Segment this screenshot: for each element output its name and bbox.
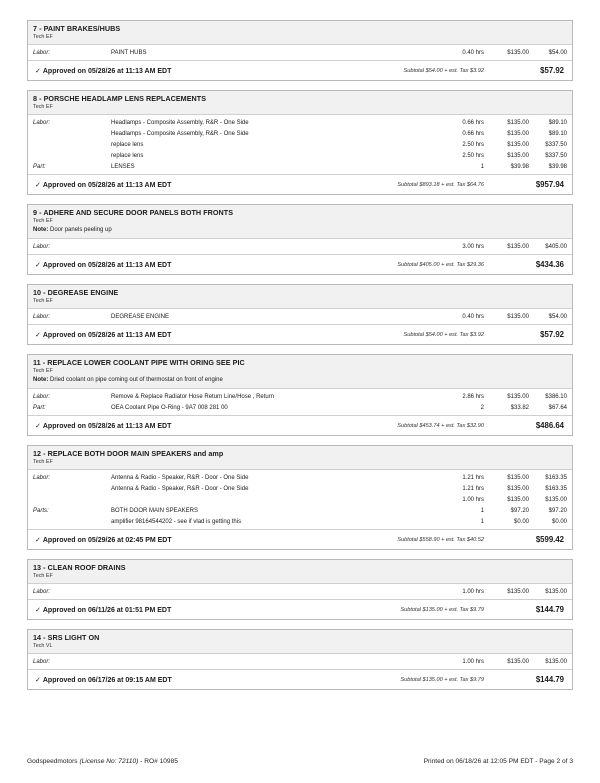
job-title: 14 - SRS LIGHT ON <box>33 633 100 642</box>
line-description: DEGREASE ENGINE <box>111 313 170 320</box>
check-icon: ✓ <box>35 67 41 75</box>
line-item-row <box>33 150 567 161</box>
line-item-row <box>33 494 567 505</box>
approval-status <box>35 67 171 75</box>
line-quantity: 0.40 hrs <box>462 49 484 56</box>
line-description: BOTH DOOR MAIN SPEAKERS <box>111 507 199 514</box>
approval-status <box>35 606 171 614</box>
line-amount: $337.50 <box>545 141 567 148</box>
job-total: $486.64 <box>535 421 564 430</box>
line-item-row <box>33 402 567 413</box>
approval-text: Approved on 05/28/26 at 11:13 AM EDT <box>42 67 172 75</box>
approval-text: Approved on 05/29/26 at 02:45 PM EDT <box>42 536 172 544</box>
job-header <box>28 560 572 584</box>
approval-text: Approved on 05/28/26 at 11:13 AM EDT <box>42 181 172 189</box>
job-line-items <box>28 584 572 600</box>
line-rate: $135.00 <box>507 49 529 56</box>
approval-status <box>35 422 171 430</box>
job-line-items <box>28 389 572 416</box>
line-item-row <box>33 472 567 483</box>
job-subtotal: Subtotal $558.90 + est. Tax $40.52 <box>397 536 484 543</box>
line-rate: $39.98 <box>510 163 529 170</box>
job-header <box>28 285 572 309</box>
line-item-row <box>33 139 567 150</box>
ro-number: - RO# 10985 <box>140 758 178 765</box>
line-item-row <box>33 516 567 527</box>
approval-row <box>28 61 572 80</box>
check-icon: ✓ <box>35 422 41 430</box>
line-amount: $97.20 <box>548 507 567 514</box>
job-tech: Tech EF <box>33 459 53 465</box>
job-line-items <box>28 45 572 61</box>
job-card <box>27 559 573 620</box>
job-title: 7 - PAINT BRAKES/HUBS <box>33 24 121 33</box>
line-item-row <box>33 483 567 494</box>
job-note-label: Note: <box>33 227 49 233</box>
printed-info: Printed on 06/18/26 at 12:05 PM EDT - Page 2 of 3 <box>423 758 573 765</box>
line-description: Headlamps - Composite Assembly, R&R - One Side <box>111 119 249 126</box>
job-tech: Tech EF <box>33 298 53 304</box>
approval-row <box>28 175 572 194</box>
job-note <box>33 226 567 235</box>
approval-status <box>35 676 172 684</box>
line-item-row <box>33 656 567 667</box>
job-total: $957.94 <box>535 180 564 189</box>
line-quantity: 2 <box>480 404 484 411</box>
job-subtotal: Subtotal $135.00 + est. Tax $9.79 <box>400 606 484 613</box>
approval-text: Approved on 05/28/26 at 11:13 AM EDT <box>42 331 172 339</box>
job-note-label: Note: <box>33 377 49 383</box>
line-item-row <box>33 391 567 402</box>
job-card <box>27 284 573 345</box>
job-tech: Tech EF <box>33 218 53 224</box>
job-line-items <box>28 115 572 175</box>
line-type: Labor: <box>33 393 51 400</box>
approval-status <box>35 181 171 189</box>
line-rate: $135.00 <box>507 588 529 595</box>
job-total: $144.79 <box>535 605 564 614</box>
line-quantity: 2.50 hrs <box>462 141 484 148</box>
line-rate: $97.20 <box>510 507 529 514</box>
check-icon: ✓ <box>35 536 41 544</box>
line-description: Remove & Replace Radiator Hose Return Line/Hose , Return <box>111 393 275 400</box>
approval-text: Approved on 06/11/26 at 01:51 PM EDT <box>42 606 172 614</box>
line-item-row <box>33 241 567 252</box>
job-subtotal: Subtotal $54.00 + est. Tax $3.92 <box>403 331 484 338</box>
approval-status <box>35 536 172 544</box>
approval-row <box>28 600 572 619</box>
job-subtotal: Subtotal $893.18 + est. Tax $64.76 <box>397 181 484 188</box>
job-card <box>27 445 573 550</box>
job-card <box>27 90 573 195</box>
job-tech: Tech EF <box>33 368 53 374</box>
job-line-items <box>28 654 572 670</box>
approval-row <box>28 325 572 344</box>
line-rate: $135.00 <box>507 130 529 137</box>
job-total: $57.92 <box>540 330 564 339</box>
job-subtotal: Subtotal $54.00 + est. Tax $3.92 <box>403 67 484 74</box>
job-header <box>28 205 572 239</box>
line-amount: $0.00 <box>551 518 567 525</box>
line-quantity: 3.00 hrs <box>462 243 484 250</box>
line-quantity: 1 <box>480 163 484 170</box>
line-quantity: 2.86 hrs <box>462 393 484 400</box>
job-subtotal: Subtotal $453.74 + est. Tax $32.90 <box>397 422 484 429</box>
line-item-row <box>33 161 567 172</box>
line-description: Antenna & Radio - Speaker, R&R - Door - One Side <box>111 474 249 481</box>
line-amount: $54.00 <box>548 313 567 320</box>
job-card <box>27 204 573 275</box>
line-quantity: 0.66 hrs <box>462 119 484 126</box>
line-quantity: 1 <box>480 507 484 514</box>
job-total: $599.42 <box>535 535 564 544</box>
line-quantity: 1 <box>480 518 484 525</box>
check-icon: ✓ <box>35 606 41 614</box>
line-rate: $135.00 <box>507 474 529 481</box>
line-type: Parts: <box>33 507 49 514</box>
line-description: Antenna & Radio - Speaker, R&R - Door - One Side <box>111 485 249 492</box>
line-rate: $33.82 <box>510 404 529 411</box>
line-type: Part: <box>33 163 46 170</box>
approval-text: Approved on 05/28/26 at 11:13 AM EDT <box>42 261 172 269</box>
job-total: $57.92 <box>540 66 564 75</box>
job-line-items <box>28 239 572 255</box>
job-title: 13 - CLEAN ROOF DRAINS <box>33 563 126 572</box>
line-rate: $135.00 <box>507 119 529 126</box>
line-rate: $135.00 <box>507 485 529 492</box>
job-total: $434.36 <box>535 260 564 269</box>
job-title: 10 - DEGREASE ENGINE <box>33 288 119 297</box>
line-rate: $135.00 <box>507 496 529 503</box>
line-type: Labor: <box>33 313 51 320</box>
line-amount: $405.00 <box>545 243 567 250</box>
line-amount: $89.10 <box>548 119 567 126</box>
job-title: 12 - REPLACE BOTH DOOR MAIN SPEAKERS and amp <box>33 449 224 458</box>
line-description: Headlamps - Composite Assembly, R&R - One Side <box>111 130 249 137</box>
line-item-row <box>33 117 567 128</box>
job-title: 9 - ADHERE AND SECURE DOOR PANELS BOTH FRONTS <box>33 208 234 217</box>
line-type: Part: <box>33 404 46 411</box>
line-amount: $386.10 <box>545 393 567 400</box>
line-type: Labor: <box>33 243 51 250</box>
job-header <box>28 91 572 115</box>
job-line-items <box>28 309 572 325</box>
line-type: Labor: <box>33 49 51 56</box>
line-amount: $39.98 <box>548 163 567 170</box>
approval-status <box>35 331 171 339</box>
line-rate: $135.00 <box>507 243 529 250</box>
job-tech: Tech VL <box>33 643 53 649</box>
job-card <box>27 20 573 81</box>
line-description: replace lens <box>111 152 144 159</box>
approval-text: Approved on 05/28/26 at 11:13 AM EDT <box>42 422 172 430</box>
line-type: Labor: <box>33 588 51 595</box>
repair-order-page <box>27 20 573 699</box>
check-icon: ✓ <box>35 331 41 339</box>
line-amount: $163.35 <box>545 485 567 492</box>
check-icon: ✓ <box>35 261 41 269</box>
job-note-text: Door panels peeling up <box>50 227 112 233</box>
check-icon: ✓ <box>35 181 41 189</box>
line-description: replace lens <box>111 141 144 148</box>
line-quantity: 2.50 hrs <box>462 152 484 159</box>
approval-row <box>28 255 572 274</box>
job-header <box>28 21 572 45</box>
line-amount: $135.00 <box>545 496 567 503</box>
line-quantity: 0.66 hrs <box>462 130 484 137</box>
job-subtotal: Subtotal $135.00 + est. Tax $9.79 <box>400 676 484 683</box>
line-item-row <box>33 47 567 58</box>
job-header <box>28 446 572 470</box>
approval-status <box>35 261 171 269</box>
check-icon: ✓ <box>35 676 41 684</box>
approval-row <box>28 416 572 435</box>
line-type: Labor: <box>33 658 51 665</box>
job-tech: Tech EF <box>33 104 53 110</box>
approval-row <box>28 670 572 689</box>
line-description: amplifier 98164544202 - see if vlad is getting this <box>111 518 242 525</box>
line-type: Labor: <box>33 474 51 481</box>
line-quantity: 1.21 hrs <box>462 474 484 481</box>
line-quantity: 1.00 hrs <box>462 496 484 503</box>
job-title: 8 - PORSCHE HEADLAMP LENS REPLACEMENTS <box>33 94 207 103</box>
line-amount: $54.00 <box>548 49 567 56</box>
page-footer <box>27 758 573 765</box>
job-subtotal: Subtotal $405.00 + est. Tax $29.36 <box>397 261 484 268</box>
line-amount: $89.10 <box>548 130 567 137</box>
line-rate: $135.00 <box>507 141 529 148</box>
line-rate: $0.00 <box>513 518 529 525</box>
line-rate: $135.00 <box>507 152 529 159</box>
job-header <box>28 630 572 654</box>
job-card <box>27 354 573 436</box>
line-quantity: 1.00 hrs <box>462 588 484 595</box>
job-note-text: Dried coolant on pipe coming out of thermostat on front of engine <box>50 377 223 383</box>
job-card <box>27 629 573 690</box>
line-quantity: 0.40 hrs <box>462 313 484 320</box>
job-tech: Tech EF <box>33 573 53 579</box>
approval-text: Approved on 06/17/26 at 09:15 AM EDT <box>42 676 172 684</box>
line-amount: $135.00 <box>545 658 567 665</box>
line-amount: $67.64 <box>548 404 567 411</box>
job-tech: Tech EF <box>33 34 53 40</box>
shop-license: (License No: 72110) <box>79 758 139 765</box>
line-amount: $337.50 <box>545 152 567 159</box>
line-rate: $135.00 <box>507 313 529 320</box>
approval-row <box>28 530 572 549</box>
footer-shop <box>27 758 178 765</box>
job-total: $144.79 <box>535 675 564 684</box>
line-amount: $135.00 <box>545 588 567 595</box>
line-quantity: 1.00 hrs <box>462 658 484 665</box>
line-rate: $135.00 <box>507 393 529 400</box>
line-type: Labor: <box>33 119 51 126</box>
line-description: OEA Coolant Pipe O-Ring - 9A7 008 281 00 <box>111 404 228 411</box>
line-item-row <box>33 505 567 516</box>
line-description: PAINT HUBS <box>111 49 147 56</box>
line-amount: $163.35 <box>545 474 567 481</box>
line-item-row <box>33 128 567 139</box>
line-item-row <box>33 586 567 597</box>
job-title: 11 - REPLACE LOWER COOLANT PIPE WITH ORING SEE PIC <box>33 358 245 367</box>
job-header <box>28 355 572 389</box>
line-description: LENSES <box>111 163 135 170</box>
shop-name: Godspeedmotors <box>27 758 78 765</box>
job-note <box>33 376 567 385</box>
line-item-row <box>33 311 567 322</box>
line-quantity: 1.21 hrs <box>462 485 484 492</box>
job-line-items <box>28 470 572 530</box>
line-rate: $135.00 <box>507 658 529 665</box>
